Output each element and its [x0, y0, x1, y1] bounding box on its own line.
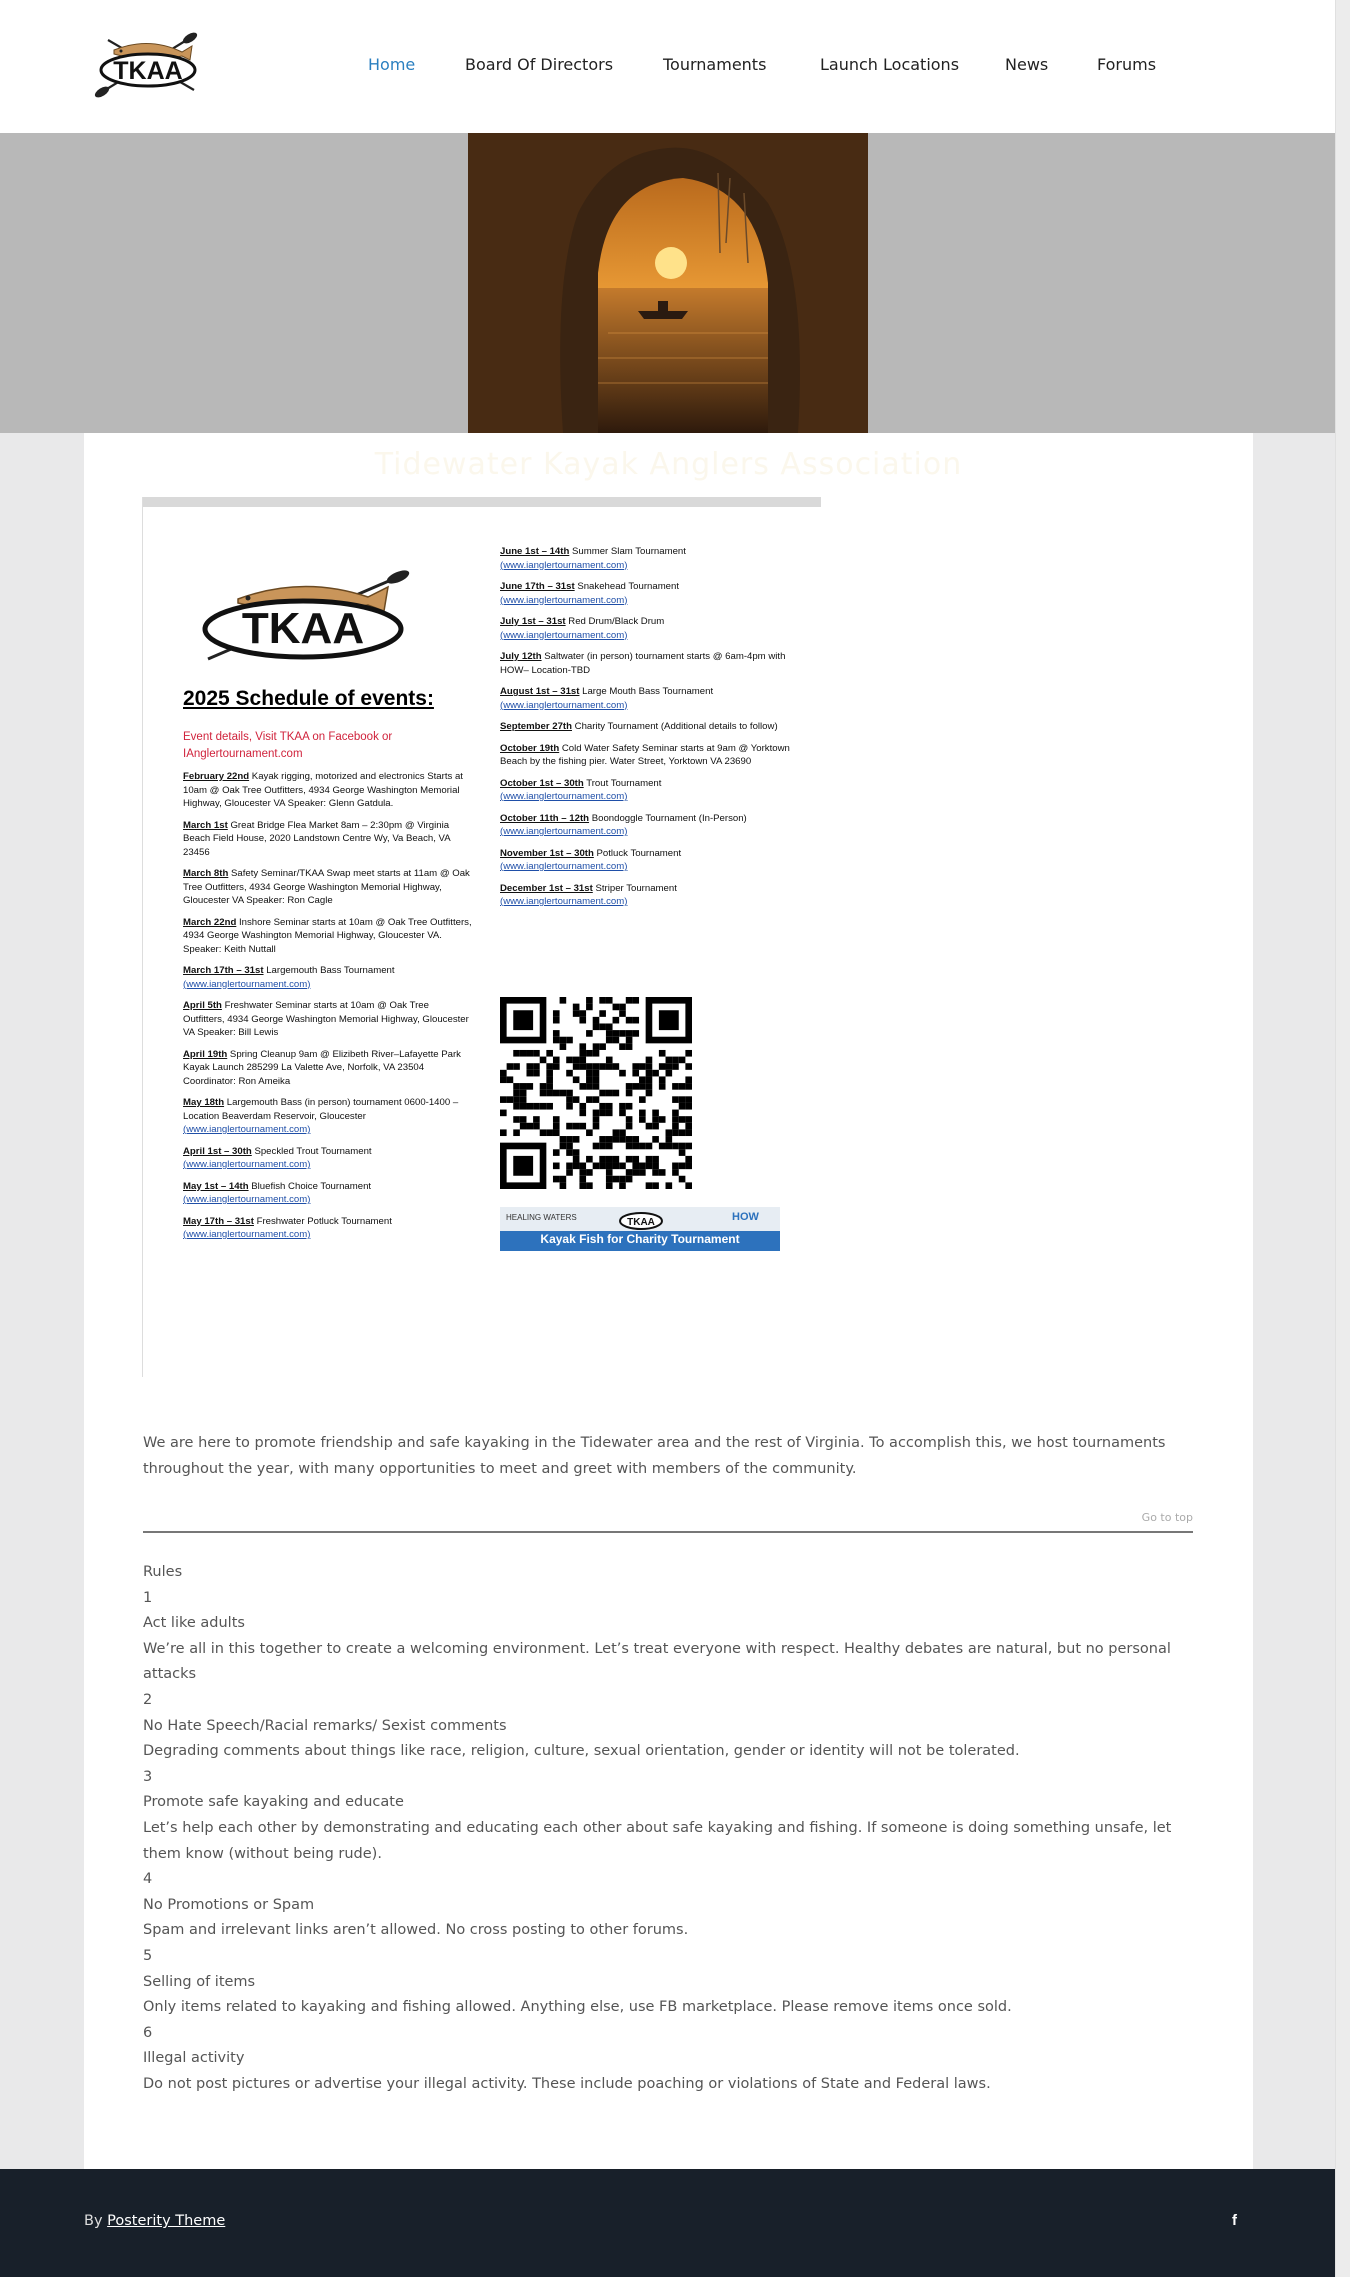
event-link: (www.ianglertournament.com)	[183, 978, 311, 990]
event-date: December 1st – 31st	[500, 882, 593, 894]
event-text: Cold Water Safety Seminar starts at 9am @ Yorktown Beach by the fishing pier. Water Street, Yorktown VA 23690	[500, 742, 790, 767]
flyer-event	[183, 999, 473, 1040]
event-date: July 1st – 31st	[500, 616, 566, 627]
rule-title: Act like adults	[143, 1615, 245, 1632]
event-date: October 1st – 30th	[500, 777, 584, 789]
flyer-event	[183, 1215, 473, 1242]
section-divider	[143, 1531, 1193, 1533]
flyer-tkaa-logo	[198, 567, 413, 667]
flyer-event	[500, 545, 790, 572]
rule-description: Let’s help each other by demonstrating and educating each other about safe kayaking and fishing. If someone is doing something unsafe, let them know (without being rude).	[143, 1819, 1172, 1862]
site-footer	[0, 2169, 1335, 2277]
go-to-top-link[interactable]: Go to top	[1141, 1511, 1193, 1524]
event-link: (www.ianglertournament.com)	[500, 559, 628, 571]
logo-text: TKAA	[113, 57, 183, 85]
flyer-left-events	[183, 770, 473, 1250]
healing-waters-logo: HEALING WATERS	[506, 1213, 577, 1222]
rule-number: 3	[143, 1768, 153, 1785]
flyer-event	[183, 1180, 473, 1207]
rule-title: Illegal activity	[143, 2050, 245, 2067]
event-text: Speckled Trout Tournament	[251, 1145, 372, 1157]
event-date: May 17th – 31st	[183, 1215, 254, 1227]
flyer-event	[500, 777, 790, 804]
nav-home[interactable]: Home	[368, 55, 416, 74]
rule-title: No Hate Speech/Racial remarks/ Sexist comments	[143, 1717, 507, 1734]
page-scrollbar[interactable]	[1335, 0, 1350, 2277]
site-header	[0, 0, 1335, 133]
rule-title: Selling of items	[143, 1973, 256, 1990]
rule-description: Degrading comments about things like race, religion, culture, sexual orientation, gender or identity will not be tolerated.	[143, 1743, 1020, 1760]
event-date: August 1st – 31st	[500, 686, 580, 697]
flyer-event	[500, 615, 790, 642]
page-title: Tidewater Kayak Anglers Association	[374, 447, 963, 482]
event-text: Trout Tournament	[583, 777, 662, 789]
event-link: (www.ianglertournament.com)	[500, 896, 628, 907]
event-link: (www.ianglertournament.com)	[500, 594, 628, 606]
schedule-flyer-image	[142, 497, 821, 1377]
event-date: April 19th	[183, 1048, 228, 1060]
footer-by-label: By	[84, 2213, 108, 2229]
flyer-event	[183, 819, 473, 860]
event-text: Great Bridge Flea Market 8am – 2:30pm @ Virginia Beach Field House, 2020 Landstown Centre Wy, Va Beach, VA 23456	[183, 819, 451, 858]
rule-number: 4	[143, 1871, 153, 1888]
event-date: May 1st – 14th	[183, 1180, 249, 1192]
nav-board-of-directors[interactable]: Board Of Directors	[465, 55, 614, 74]
main-nav	[0, 0, 1335, 133]
event-text: Largemouth Bass (in person) tournament 0600-1400 – Location Beaverdam Reservoir, Gloucester	[183, 1097, 459, 1122]
flyer-event	[183, 770, 473, 811]
banner-tkaa-logo	[618, 1209, 664, 1231]
flyer-event	[183, 916, 473, 957]
event-link: (www.ianglertournament.com)	[183, 1159, 311, 1170]
charity-tournament-banner	[500, 1207, 780, 1251]
flyer-event	[183, 964, 473, 991]
event-text: Kayak rigging, motorized and electronics Starts at 10am @ Oak Tree Outfitters, 4934 George Washington Memorial Highway, Gloucester VA Speaker: Glenn Gatdula.	[183, 771, 463, 809]
flyer-event	[500, 882, 790, 909]
flyer-event	[500, 812, 790, 839]
flyer-event	[183, 1096, 473, 1137]
event-link: (www.ianglertournament.com)	[183, 1194, 311, 1205]
rule-title: No Promotions or Spam	[143, 1896, 315, 1913]
facebook-icon[interactable]: f	[1232, 2212, 1237, 2229]
flyer-heading: 2025 Schedule of events:	[183, 687, 434, 710]
flyer-event	[500, 742, 790, 769]
event-date: April 1st – 30th	[183, 1145, 252, 1157]
event-date: September 27th	[500, 721, 572, 732]
hero-banner	[0, 133, 1335, 433]
event-date: June 17th – 31st	[500, 581, 575, 592]
rule-description: Do not post pictures or advertise your illegal activity. These include poaching or violations of State and Federal laws.	[143, 2075, 991, 2092]
flyer-event	[500, 720, 790, 734]
event-date: March 8th	[183, 868, 229, 879]
nav-launch-locations[interactable]: Launch Locations	[820, 55, 960, 74]
rule-description: Spam and irrelevant links aren’t allowed. No cross posting to other forums.	[143, 1922, 689, 1939]
event-text: Safety Seminar/TKAA Swap meet starts at 11am @ Oak Tree Outfitters, 4934 George Washington Memorial Highway, Gloucester VA Speaker: Ron Cagle	[183, 868, 470, 906]
event-text: Summer Slam Tournament	[569, 546, 686, 557]
flyer-event	[183, 1145, 473, 1172]
rule-number: 6	[143, 2024, 153, 2041]
event-text: Large Mouth Bass Tournament	[579, 686, 714, 697]
event-text: Largemouth Bass Tournament	[263, 965, 395, 976]
event-link: (www.ianglertournament.com)	[183, 1229, 311, 1240]
nav-forums[interactable]: Forums	[1097, 55, 1157, 74]
qr-code-image	[500, 997, 692, 1189]
flyer-event	[500, 847, 790, 874]
event-text: Spring Cleanup 9am @ Elizibeth River–Lafayette Park Kayak Launch 285299 La Valette Ave, Norfolk, VA 23504 Coordinator: Ron Ameika	[183, 1048, 461, 1087]
event-date: March 22nd	[183, 916, 237, 928]
intro-paragraph: We are here to promote friendship and safe kayaking in the Tidewater area and the rest of Virginia. To accomplish this, we host tournaments throughout the year, with many opportunities to meet and greet with members of the community.	[143, 1435, 1166, 1477]
event-text: Freshwater Seminar starts at 10am @ Oak Tree Outfitters, 4934 George Washington Memorial Highway, Gloucester VA Speaker: Bill Lewis	[183, 1000, 469, 1038]
event-date: March 1st	[183, 819, 228, 831]
posterity-theme-link[interactable]: Posterity Theme	[107, 2213, 226, 2229]
event-link: (www.ianglertournament.com)	[500, 826, 628, 837]
event-text: Bluefish Choice Tournament	[248, 1180, 372, 1192]
event-link: (www.ianglertournament.com)	[500, 629, 628, 641]
event-date: June 1st – 14th	[500, 546, 570, 557]
event-date: May 18th	[183, 1097, 225, 1108]
rule-number: 2	[143, 1691, 153, 1708]
rule-number: 5	[143, 1947, 153, 1964]
rule-description: Only items related to kayaking and fishing allowed. Anything else, use FB marketplace. Please remove items once sold.	[143, 1999, 1012, 2016]
event-date: July 12th	[500, 651, 542, 662]
nav-tournaments[interactable]: Tournaments	[663, 55, 767, 74]
event-text: Snakehead Tournament	[574, 581, 680, 592]
svg-text:TKAA: TKAA	[627, 1217, 655, 1228]
event-text: Potluck Tournament	[593, 847, 682, 859]
footer-credit	[84, 2213, 225, 2229]
flyer-event	[500, 685, 790, 712]
flyer-right-events	[500, 545, 790, 917]
event-link: (www.ianglertournament.com)	[183, 1124, 311, 1135]
event-text: Boondoggle Tournament (In-Person)	[589, 812, 747, 824]
banner-text: Kayak Fish for Charity Tournament	[540, 1232, 740, 1246]
flyer-subheading: Event details, Visit TKAA on Facebook or IAnglertournament.com	[183, 731, 393, 760]
event-link: (www.ianglertournament.com)	[500, 699, 628, 711]
nav-news[interactable]: News	[1005, 55, 1049, 74]
flyer-event	[500, 650, 790, 677]
rules-section	[143, 1560, 1193, 2097]
sunset-cave-photo	[468, 133, 868, 433]
flyer-event	[183, 1048, 473, 1089]
flyer-top-bar	[143, 497, 821, 507]
event-date: February 22nd	[183, 771, 250, 782]
event-text: Charity Tournament (Additional details to follow)	[571, 721, 778, 732]
flyer-event	[183, 867, 473, 908]
event-text: Freshwater Potluck Tournament	[253, 1215, 392, 1227]
rule-description: We’re all in this together to create a welcoming environment. Let’s treat everyone with respect. Healthy debates are natural, but no personal attacks	[143, 1640, 1171, 1683]
rules-heading: Rules	[143, 1564, 183, 1580]
event-text: Inshore Seminar starts at 10am @ Oak Tree Outfitters, 4934 George Washington Memorial Highway, Gloucester VA. Speaker: Keith Nuttall	[183, 916, 472, 955]
event-link: (www.ianglertournament.com)	[500, 791, 628, 802]
event-text: Striper Tournament	[592, 882, 677, 894]
rule-title: Promote safe kayaking and educate	[143, 1794, 404, 1811]
event-date: October 19th	[500, 742, 560, 754]
event-date: March 17th – 31st	[183, 965, 264, 976]
event-date: October 11th – 12th	[500, 812, 590, 824]
how-logo: HOW	[732, 1211, 759, 1223]
event-date: April 5th	[183, 1000, 222, 1011]
event-text: Red Drum/Black Drum	[565, 616, 665, 627]
event-date: November 1st – 30th	[500, 847, 594, 859]
event-link: (www.ianglertournament.com)	[500, 861, 628, 872]
flyer-logo-text: TKAA	[241, 604, 365, 653]
flyer-event	[500, 580, 790, 607]
rule-number: 1	[143, 1589, 153, 1606]
event-text: Saltwater (in person) tournament starts @ 6am-4pm with HOW– Location-TBD	[500, 651, 786, 676]
